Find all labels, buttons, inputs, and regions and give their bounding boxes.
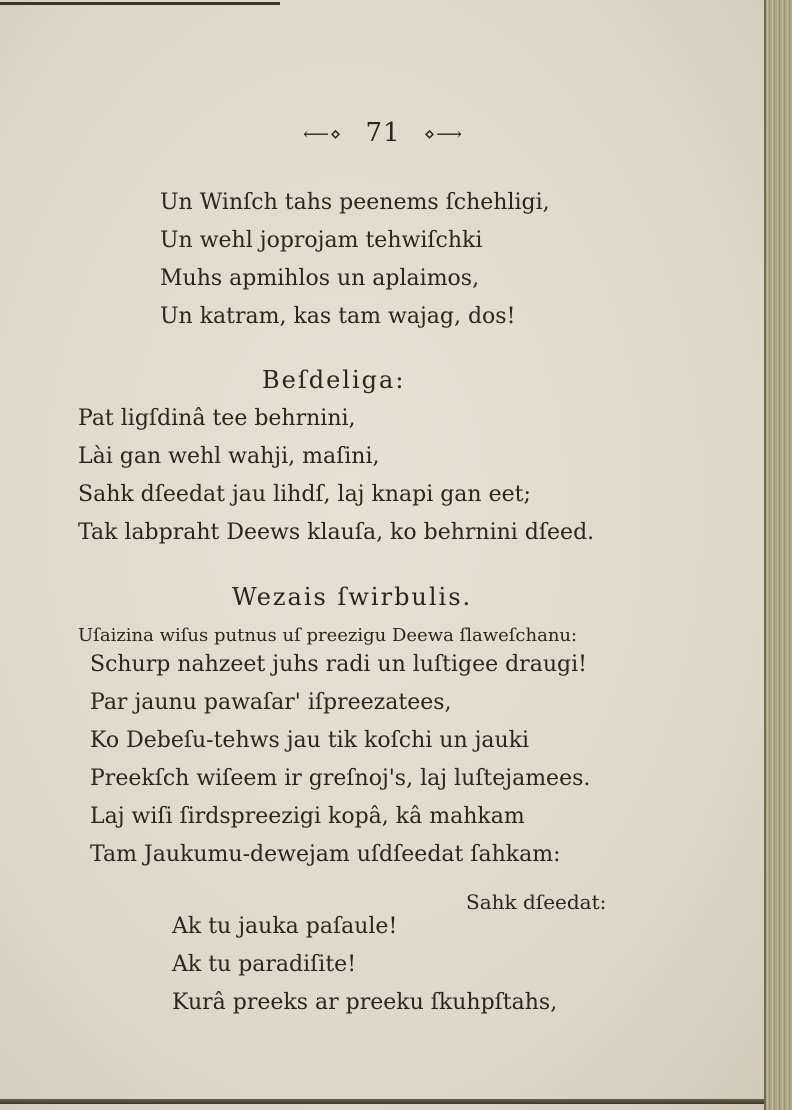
stanza1-line-3: Muhs apmihlos un aplaimos, — [160, 266, 480, 291]
section2-line-4: Tak labpraht Deews klauſa, ko behrnini dſeed. — [78, 520, 595, 545]
section3-line-4: Preekſch wiſeem ir greſnoj's, laj luſtejamees. — [90, 766, 591, 791]
section3-heading: Wezais ſwirbulis. — [232, 583, 473, 611]
page-number: 71 — [365, 118, 401, 148]
section2-heading: Beſdeliga: — [262, 366, 406, 394]
stanza1-line-1: Un Winſch tahs peenems ſchehligi, — [160, 190, 550, 215]
section4-speaker: Sahk dſeedat: — [466, 890, 607, 914]
section4-line-3: Kurâ preeks ar preeku ſkuhpſtahs, — [172, 990, 558, 1015]
section3-line-6: Tam Jaukumu-dewejam uſdſeedat ſahkam: — [90, 842, 561, 867]
top-rule — [0, 2, 280, 5]
section2-line-2: Lài gan wehl wahji, maſini, — [78, 444, 380, 469]
section3-dedication: Uſaizina wiſus putnus uſ preezigu Deewa ſlaweſchanu: — [78, 625, 578, 646]
section3-line-5: Laj wiſi ſirdspreezigi kopâ, kâ mahkam — [90, 804, 525, 829]
page-header — [0, 118, 766, 148]
section4-line-2: Ak tu paradiſite! — [172, 952, 357, 977]
section3-line-3: Ko Debeſu-tehws jau tik koſchi un jauki — [90, 728, 530, 753]
section3-line-2: Par jaunu pawaſar' iſpreezatees, — [90, 690, 452, 715]
stanza1-line-2: Un wehl joprojam tehwiſchki — [160, 228, 483, 253]
bottom-rule — [0, 1099, 766, 1104]
stanza1-line-4: Un katram, kas tam wajag, dos! — [160, 304, 516, 329]
book-spine-edge — [764, 0, 792, 1110]
ornament-right: ⋄⟶ — [423, 123, 463, 145]
section4-line-1: Ak tu jauka paſaule! — [172, 914, 398, 939]
section2-line-3: Sahk dſeedat jau lihdſ, laj knapi gan eet; — [78, 482, 531, 507]
ornament-left: ⟵⋄ — [303, 123, 343, 145]
section2-line-1: Pat ligſdinâ tee behrnini, — [78, 406, 356, 431]
section3-line-1: Schurp nahzeet juhs radi un luſtigee draugi! — [90, 652, 587, 677]
